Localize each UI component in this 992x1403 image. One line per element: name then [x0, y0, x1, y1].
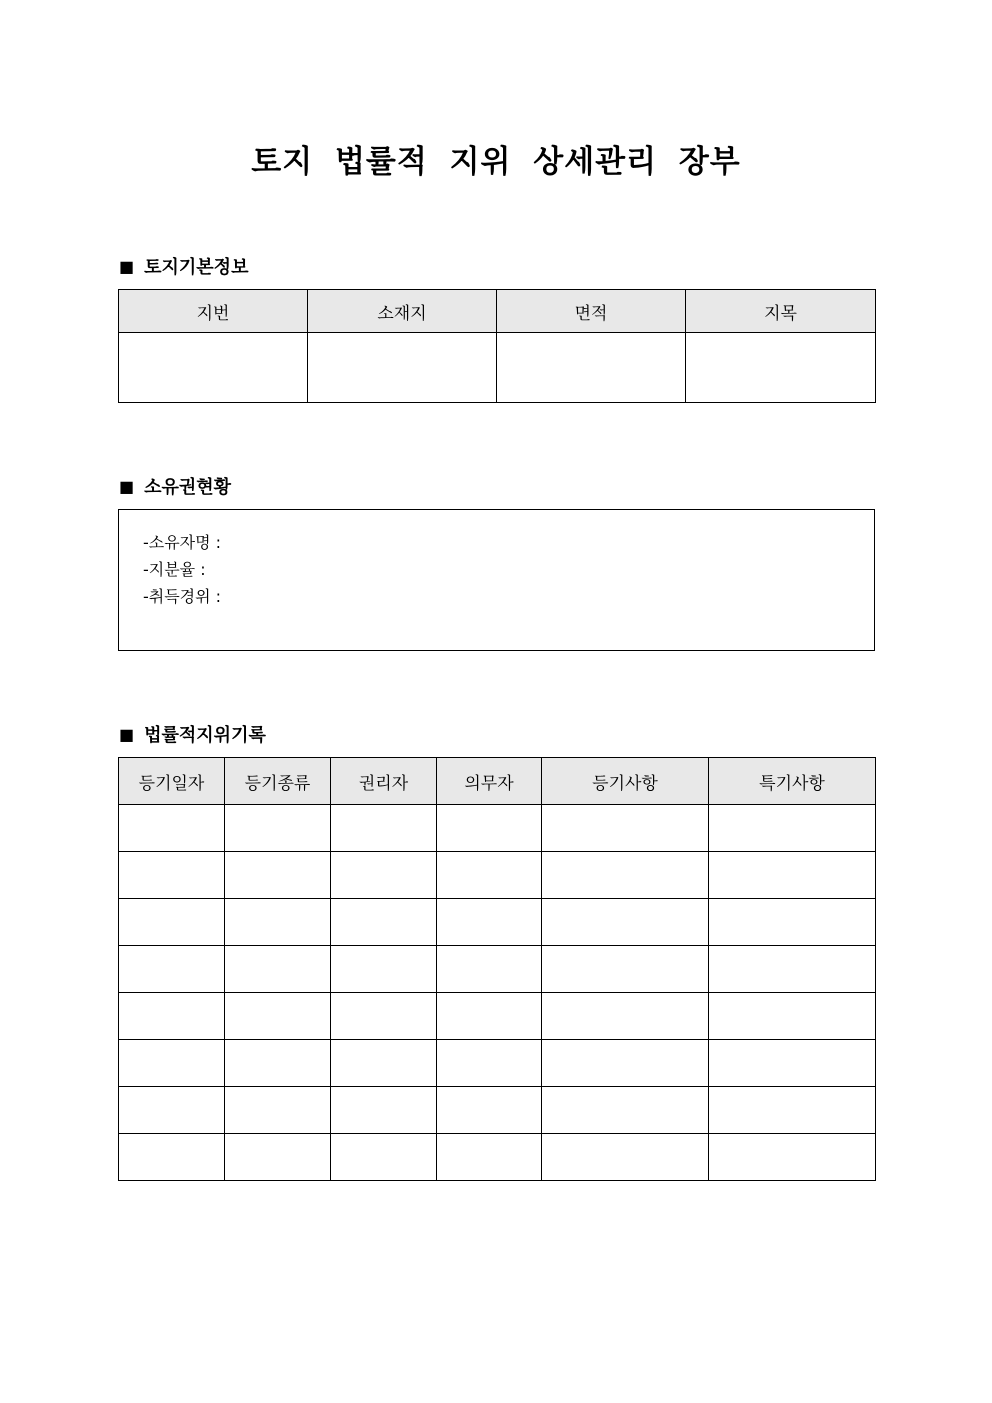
column-header-registration-type: 등기종류	[225, 758, 331, 805]
table-row	[119, 333, 876, 403]
record-cell[interactable]	[437, 1040, 542, 1087]
record-cell[interactable]	[437, 899, 542, 946]
record-cell[interactable]	[437, 852, 542, 899]
column-header-right-holder: 권리자	[331, 758, 437, 805]
column-header-land-category: 지목	[686, 290, 876, 333]
record-cell[interactable]	[225, 1087, 331, 1134]
table-row	[119, 1040, 876, 1087]
record-cell[interactable]	[119, 1040, 225, 1087]
record-cell[interactable]	[542, 1040, 709, 1087]
column-header-lot-number: 지번	[119, 290, 308, 333]
record-cell[interactable]	[331, 1134, 437, 1181]
record-cell[interactable]	[709, 946, 876, 993]
square-bullet-icon: ■	[119, 256, 135, 276]
square-bullet-icon: ■	[119, 724, 135, 744]
record-cell[interactable]	[225, 1040, 331, 1087]
record-cell[interactable]	[119, 946, 225, 993]
record-cell[interactable]	[119, 993, 225, 1040]
record-cell[interactable]	[437, 1087, 542, 1134]
owner-name-line[interactable]: -소유자명 :	[143, 533, 222, 552]
ownership-box	[118, 509, 875, 651]
section-heading-label: 토지기본정보	[144, 257, 249, 278]
section-heading-records	[119, 721, 266, 747]
column-header-remarks: 특기사항	[709, 758, 876, 805]
record-cell[interactable]	[437, 946, 542, 993]
record-cell[interactable]	[709, 899, 876, 946]
section-heading-label: 법률적지위기록	[144, 725, 266, 746]
record-cell[interactable]	[709, 1134, 876, 1181]
record-cell[interactable]	[542, 805, 709, 852]
share-ratio-line[interactable]: -지분율 :	[143, 560, 206, 579]
column-header-registration-details: 등기사항	[542, 758, 709, 805]
record-cell[interactable]	[437, 805, 542, 852]
record-cell[interactable]	[225, 899, 331, 946]
record-cell[interactable]	[709, 805, 876, 852]
record-cell[interactable]	[331, 946, 437, 993]
record-cell[interactable]	[709, 993, 876, 1040]
record-cell[interactable]	[225, 993, 331, 1040]
basic-info-table	[118, 289, 876, 403]
record-cell[interactable]	[709, 852, 876, 899]
record-cell[interactable]	[225, 1134, 331, 1181]
table-row	[119, 852, 876, 899]
record-cell[interactable]	[331, 805, 437, 852]
section-heading-ownership	[119, 473, 231, 499]
record-cell[interactable]	[437, 1134, 542, 1181]
table-row	[119, 1087, 876, 1134]
table-row	[119, 1134, 876, 1181]
record-cell[interactable]	[119, 852, 225, 899]
section-heading-basic	[119, 253, 248, 279]
record-cell[interactable]	[119, 1134, 225, 1181]
record-cell[interactable]	[542, 993, 709, 1040]
record-cell[interactable]	[331, 899, 437, 946]
record-cell[interactable]	[542, 1087, 709, 1134]
section-heading-label: 소유권현황	[144, 477, 232, 498]
record-cell[interactable]	[709, 1087, 876, 1134]
record-cell[interactable]	[437, 993, 542, 1040]
record-cell[interactable]	[225, 946, 331, 993]
column-header-location: 소재지	[308, 290, 497, 333]
area-cell[interactable]	[497, 333, 686, 403]
record-cell[interactable]	[709, 1040, 876, 1087]
record-cell[interactable]	[225, 805, 331, 852]
record-cell[interactable]	[331, 852, 437, 899]
record-cell[interactable]	[331, 1087, 437, 1134]
record-cell[interactable]	[225, 852, 331, 899]
square-bullet-icon: ■	[119, 476, 135, 496]
land-category-cell[interactable]	[686, 333, 876, 403]
record-cell[interactable]	[331, 993, 437, 1040]
column-header-registration-date: 등기일자	[119, 758, 225, 805]
location-cell[interactable]	[308, 333, 497, 403]
column-header-obligor: 의무자	[437, 758, 542, 805]
record-cell[interactable]	[119, 1087, 225, 1134]
page-title: 토지 법률적 지위 상세관리 장부	[251, 144, 741, 180]
table-header-row	[119, 758, 876, 805]
table-row	[119, 899, 876, 946]
record-cell[interactable]	[542, 946, 709, 993]
record-table-body	[119, 805, 876, 1181]
table-header-row	[119, 290, 876, 333]
lot-number-cell[interactable]	[119, 333, 308, 403]
acquisition-history-line[interactable]: -취득경위 :	[143, 587, 222, 606]
legal-status-record-table	[118, 757, 876, 1181]
record-cell[interactable]	[542, 1134, 709, 1181]
record-cell[interactable]	[119, 805, 225, 852]
column-header-area: 면적	[497, 290, 686, 333]
table-row	[119, 993, 876, 1040]
table-row	[119, 946, 876, 993]
record-cell[interactable]	[331, 1040, 437, 1087]
record-cell[interactable]	[542, 899, 709, 946]
record-cell[interactable]	[119, 899, 225, 946]
record-cell[interactable]	[542, 852, 709, 899]
table-row	[119, 805, 876, 852]
